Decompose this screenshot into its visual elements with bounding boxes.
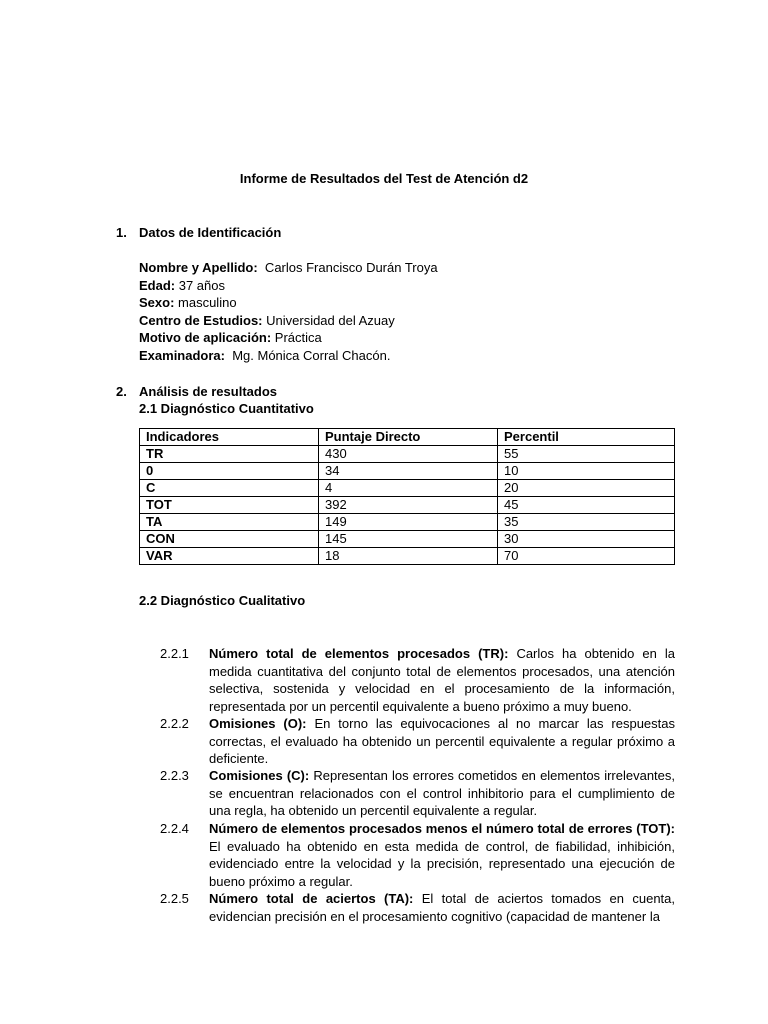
- item-body: El total de aciertos tomados en cuenta, evidencian precisión en el procesamiento cognitivo (capacidad de mantener la: [209, 891, 675, 924]
- table-row: [140, 463, 675, 480]
- table-cell: 0: [140, 463, 319, 480]
- section-2-title: Análisis de resultados: [139, 384, 277, 399]
- item-label: Número total de elementos procesados (TR):: [209, 646, 509, 661]
- field-name-label: Nombre y Apellido:: [139, 260, 258, 275]
- field-name-value: Carlos Francisco Durán Troya: [257, 260, 438, 275]
- table-cell: TR: [140, 446, 319, 463]
- table-row: [140, 497, 675, 514]
- table-row: [140, 480, 675, 497]
- table-cell: CON: [140, 531, 319, 548]
- field-examiner-value: Mg. Mónica Corral Chacón.: [224, 348, 391, 363]
- table-cell: 20: [498, 480, 675, 497]
- item-label: Omisiones (O):: [209, 716, 307, 731]
- table-cell: 30: [498, 531, 675, 548]
- field-reason-label: Motivo de aplicación:: [139, 330, 272, 345]
- field-examiner-label: Examinadora:: [139, 348, 225, 363]
- table-cell: TOT: [140, 497, 319, 514]
- field-sex-label: Sexo:: [139, 295, 175, 310]
- table-cell: 70: [498, 548, 675, 565]
- field-school-value: Universidad del Azuay: [262, 313, 395, 328]
- results-table: [139, 428, 675, 565]
- table-cell: 145: [319, 531, 498, 548]
- analysis-item: [160, 715, 675, 768]
- analysis-item: [160, 767, 675, 820]
- table-cell: TA: [140, 514, 319, 531]
- section-1-number: 1.: [116, 225, 127, 240]
- item-text: [209, 767, 675, 820]
- table-header-cell: Percentil: [498, 429, 675, 446]
- table-row: [140, 548, 675, 565]
- item-label: Número de elementos procesados menos el número total de errores (TOT):: [209, 821, 675, 836]
- item-label: Comisiones (C):: [209, 768, 310, 783]
- item-body: El evaluado ha obtenido en esta medida de control, de fiabilidad, inhibición, evidenciado entre la velocidad y la precisión, representado una ejecución de bueno próximo a regular.: [209, 838, 675, 889]
- item-number: 2.2.4: [160, 821, 189, 836]
- table-row: [140, 531, 675, 548]
- field-school: [139, 312, 395, 330]
- field-examiner: [139, 347, 390, 365]
- table-cell: 35: [498, 514, 675, 531]
- table-header-cell: Puntaje Directo: [319, 429, 498, 446]
- table-cell: 430: [319, 446, 498, 463]
- item-body: En torno las equivocaciones al no marcar las respuestas correctas, el evaluado ha obtenido un percentil equivalente a regular próximo a deficiente.: [209, 716, 675, 766]
- item-number: 2.2.1: [160, 646, 189, 661]
- table-row: [140, 514, 675, 531]
- table-cell: VAR: [140, 548, 319, 565]
- table-header-row: [140, 429, 675, 446]
- field-name: [139, 259, 438, 277]
- table-cell: 392: [319, 497, 498, 514]
- field-sex: [139, 294, 237, 312]
- item-number: 2.2.3: [160, 768, 189, 783]
- item-text: [209, 890, 675, 925]
- table-cell: 18: [319, 548, 498, 565]
- section-1-title: Datos de Identificación: [139, 225, 282, 240]
- item-text: [209, 715, 675, 768]
- field-age: [139, 277, 225, 295]
- item-text: [209, 645, 675, 715]
- section-2-number: 2.: [116, 384, 127, 399]
- field-school-label: Centro de Estudios:: [139, 313, 263, 328]
- analysis-item: [160, 820, 675, 890]
- field-age-value: 37 años: [175, 278, 225, 293]
- item-label: Número total de aciertos (TA):: [209, 891, 414, 906]
- table-cell: 4: [319, 480, 498, 497]
- subsection-2-2-title: 2.2 Diagnóstico Cualitativo: [139, 593, 306, 608]
- document-title: Informe de Resultados del Test de Atención d2: [239, 171, 529, 186]
- field-reason: [139, 329, 322, 347]
- table-header-cell: Indicadores: [140, 429, 319, 446]
- field-age-label: Edad:: [139, 278, 176, 293]
- item-number: 2.2.2: [160, 716, 189, 731]
- item-body: Representan los errores cometidos en elementos irrelevantes, se encuentran relacionados con el control inhibitorio para el cumplimiento de una regla, ha obtenido un percentil equivalente a regular.: [209, 768, 676, 818]
- subsection-2-1-title: 2.1 Diagnóstico Cuantitativo: [139, 401, 314, 416]
- table-cell: 34: [319, 463, 498, 480]
- field-reason-value: Práctica: [271, 330, 322, 345]
- table-cell: 45: [498, 497, 675, 514]
- table-cell: 55: [498, 446, 675, 463]
- item-text: [209, 820, 675, 890]
- item-body: Carlos ha obtenido en la medida cuantitativa del conjunto total de elementos procesados, una atención selectiva, sostenida y velocidad en el procesamiento de la información, representada por un percentil equivalente a bueno próximo a muy bueno.: [209, 646, 675, 714]
- field-sex-value: masculino: [174, 295, 237, 310]
- analysis-item: [160, 890, 675, 925]
- item-number: 2.2.5: [160, 891, 189, 906]
- table-cell: 149: [319, 514, 498, 531]
- table-cell: C: [140, 480, 319, 497]
- table-row: [140, 446, 675, 463]
- analysis-item: [160, 645, 675, 715]
- table-cell: 10: [498, 463, 675, 480]
